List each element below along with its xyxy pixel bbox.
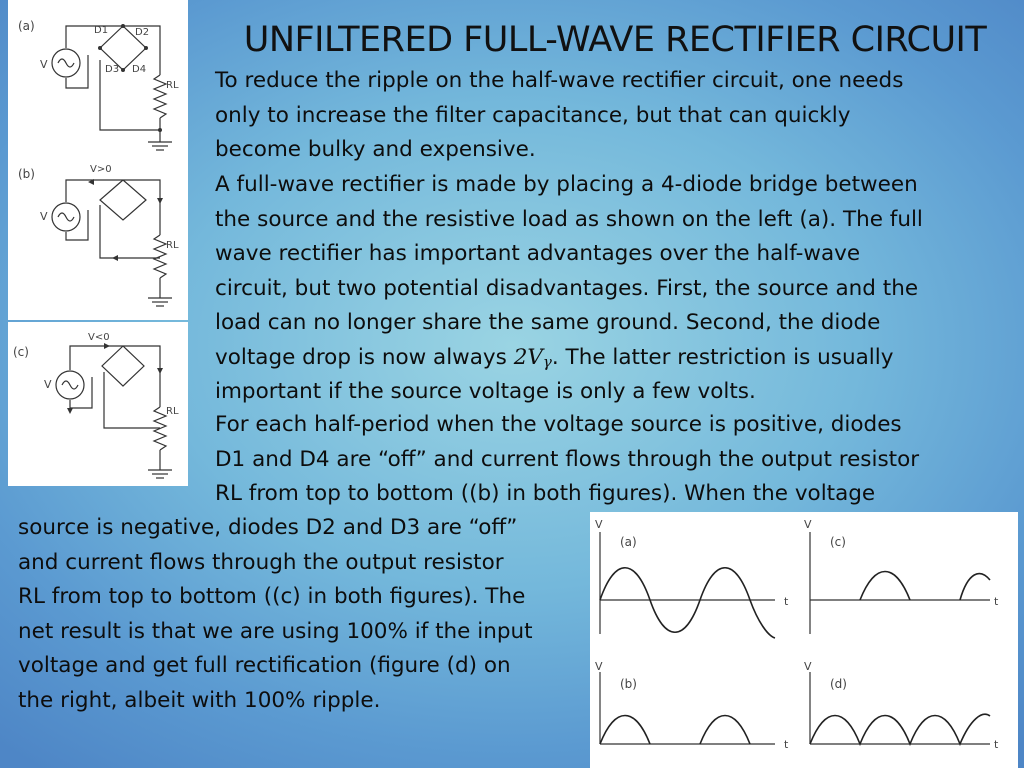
- y-axis-label: V: [804, 660, 812, 673]
- condition-label: V>0: [90, 164, 112, 175]
- text-line: D1 and D4 are “off” and current flows through the output resistor: [215, 446, 920, 472]
- text-line: circuit, but two potential disadvantages. First, the source and the: [215, 275, 919, 301]
- diode-label: D2: [135, 27, 150, 38]
- text-fragment: . The latter restriction is usually: [551, 344, 894, 370]
- x-axis-label: t: [784, 595, 789, 608]
- text-line: To reduce the ripple on the half-wave rectifier circuit, one needs: [215, 68, 904, 93]
- x-axis-label: t: [994, 738, 999, 751]
- text-line: A full-wave rectifier is made by placing a 4-diode bridge between: [215, 172, 918, 197]
- paragraph-ripple: [215, 64, 903, 168]
- rectified-waveform: [860, 572, 990, 601]
- waveform-graphs: [590, 512, 1018, 768]
- y-axis-label: V: [804, 518, 812, 531]
- text-line: load can no longer share the same ground. Second, the diode: [215, 310, 881, 335]
- x-axis-label: t: [784, 738, 789, 751]
- y-axis-label: V: [595, 660, 603, 673]
- sine-waveform: [600, 568, 775, 638]
- full-wave-waveform: [810, 714, 990, 744]
- circuit-label: (a): [18, 19, 35, 33]
- load-label: RL: [166, 80, 179, 91]
- paragraph-operation-continued: [18, 511, 533, 718]
- text-fragment: voltage drop is now always: [215, 344, 514, 370]
- paragraph-full-wave: [215, 168, 923, 410]
- text-line: the right, albeit with 100% ripple.: [18, 687, 381, 713]
- text-line: wave rectifier has important advantages over the half-wave: [215, 241, 861, 266]
- text-line: RL from top to bottom ((b) in both figures). When the voltage: [215, 481, 876, 506]
- load-label: RL: [166, 240, 179, 251]
- formula-subscript: γ: [542, 352, 552, 371]
- circuit-label: (b): [18, 167, 35, 181]
- text-line: only to increase the filter capacitance, but that can quickly: [215, 102, 851, 128]
- graph-label: (b): [620, 677, 637, 691]
- slide-title: UNFILTERED FULL-WAVE RECTIFIER CIRCUIT: [243, 20, 987, 60]
- formula-base: 2V: [513, 344, 543, 370]
- circuit-label: (c): [13, 345, 29, 359]
- waveform-graph-c: [804, 518, 999, 634]
- half-wave-waveform: [600, 716, 750, 745]
- text-line-with-math: [215, 341, 923, 376]
- condition-label: V<0: [88, 332, 110, 343]
- waveform-graph-b: [595, 660, 789, 751]
- text-line: For each half-period when the voltage source is positive, diodes: [215, 412, 902, 437]
- circuit-diagram-c: [8, 322, 188, 486]
- circuit-diagram-b: [8, 160, 188, 320]
- source-label: V: [44, 378, 52, 391]
- circuit-diagram-a: [8, 0, 188, 160]
- text-line: voltage and get full rectification (figure (d) on: [18, 653, 511, 678]
- waveform-graph-d: [804, 660, 999, 751]
- graph-label: (c): [830, 535, 846, 549]
- diode-drop-formula: [514, 345, 552, 370]
- diode-label: D3: [105, 64, 120, 75]
- graph-label: (a): [620, 535, 637, 549]
- source-label: V: [40, 58, 48, 71]
- diode-label: D1: [94, 25, 109, 36]
- text-line: become bulky and expensive.: [215, 137, 536, 162]
- paragraph-operation: [215, 408, 919, 512]
- y-axis-label: V: [595, 518, 603, 531]
- text-line: source is negative, diodes D2 and D3 are “off”: [18, 515, 518, 540]
- text-line: important if the source voltage is only a few volts.: [215, 379, 756, 404]
- text-line: RL from top to bottom ((c) in both figures). The: [18, 584, 526, 609]
- text-line: the source and the resistive load as shown on the left (a). The full: [215, 206, 923, 232]
- graph-label: (d): [830, 677, 847, 691]
- load-label: RL: [166, 406, 179, 417]
- x-axis-label: t: [994, 595, 999, 608]
- text-line: net result is that we are using 100% if the input: [18, 618, 533, 644]
- waveform-graph-a: [595, 518, 789, 638]
- diode-label: D4: [132, 64, 147, 75]
- source-label: V: [40, 210, 48, 223]
- text-line: and current flows through the output resistor: [18, 549, 504, 575]
